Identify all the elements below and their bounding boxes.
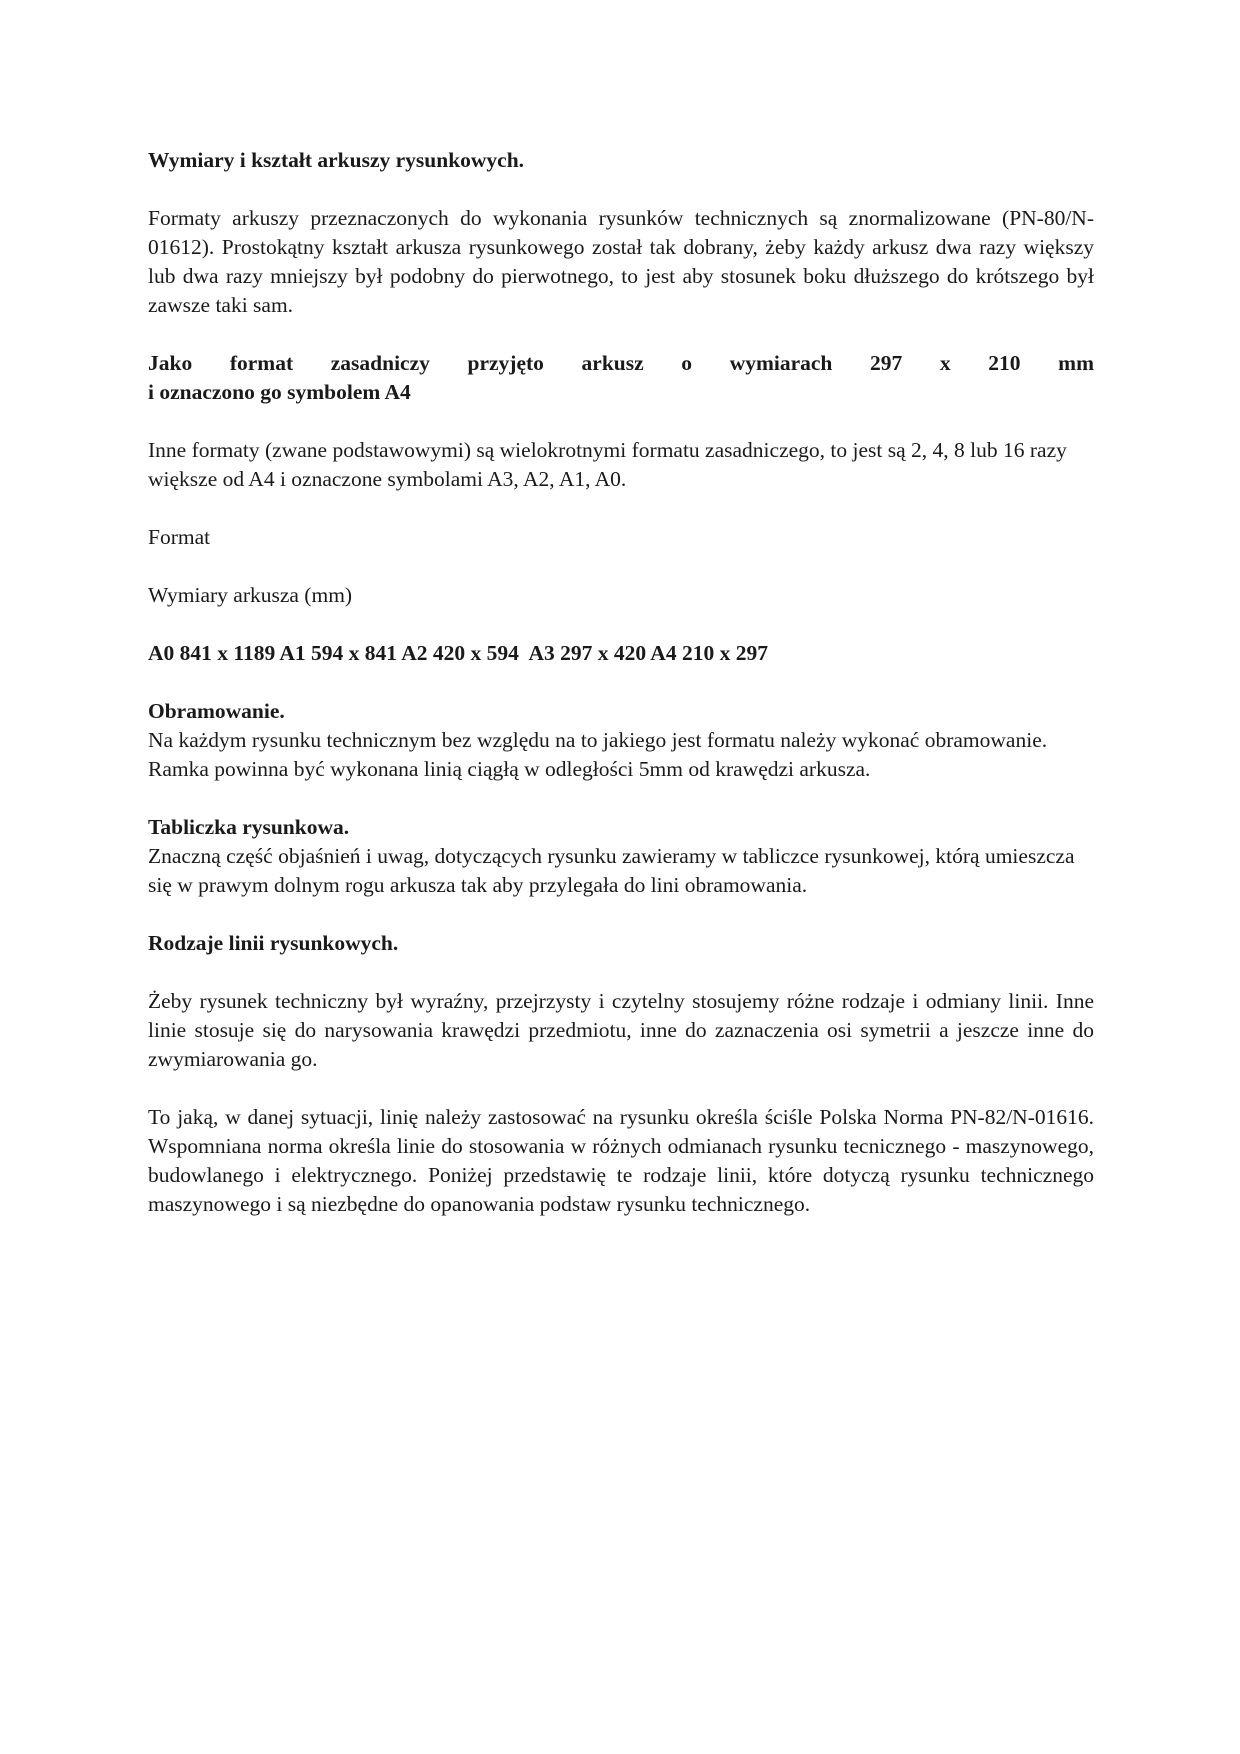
border-heading: Obramowanie. <box>148 699 285 723</box>
other-formats-paragraph: Inne formaty (zwane podstawowymi) są wielokrotnymi formatu zasadniczego, to jest są 2, 4, 8 lub 16 razy większe od A4 i oznaczone symbolami A3, A2, A1, A0. <box>148 438 1067 491</box>
table-header-format: Format <box>148 525 211 549</box>
base-format-line-2: i oznaczono go symbolem A4 <box>148 380 411 404</box>
lines-paragraph-2: To jaką, w danej sytuacji, linię należy zastosować na rysunku określa ściśle Polska Norma PN-82/N-01616. Wspomniana norma określa linie do stosowania w różnych odmianach rysunku tecnicznego - maszynowego, budowlanego i elektrycznego. Poniżej przedstawię te rodzaje linii, które dotyczą rysunku technicznego maszynowego i są niezbędne do opanowania podstaw rysunku technicznego. <box>148 1105 1094 1216</box>
title-block-paragraph: Znaczną część objaśnień i uwag, dotyczących rysunku zawieramy w tabliczce rysunkowej, którą umieszcza się w prawym dolnym rogu arkusza tak aby przylegała do lini obramowania. <box>148 844 1075 897</box>
base-format-line-1: Jako format zasadniczy przyjęto arkusz o wymiarach 297 x 210 mm <box>148 351 1094 375</box>
title-block-heading: Tabliczka rysunkowa. <box>148 815 350 839</box>
document-page <box>148 146 1094 1219</box>
border-paragraph: Na każdym rysunku technicznym bez względu na to jakiego jest formatu należy wykonać obramowanie. Ramka powinna być wykonana linią ciągłą w odległości 5mm od krawędzi arkusza. <box>148 728 1048 781</box>
table-header-dimensions: Wymiary arkusza (mm) <box>148 583 353 607</box>
lines-paragraph-1: Żeby rysunek techniczny był wyraźny, przejrzysty i czytelny stosujemy różne rodzaje i odmiany linii. Inne linie stosuje się do narysowania krawędzi przedmiotu, inne do zaznaczenia osi symetrii a jeszcze inne do zwymiarowania go. <box>148 989 1094 1071</box>
document-title: Wymiary i kształt arkuszy rysunkowych. <box>148 148 525 172</box>
formats-list: A0 841 x 1189 A1 594 x 841 A2 420 x 594 A3 297 x 420 A4 210 x 297 <box>148 641 768 665</box>
lines-heading: Rodzaje linii rysunkowych. <box>148 931 399 955</box>
intro-paragraph: Formaty arkuszy przeznaczonych do wykonania rysunków technicznych są znormalizowane (PN-80/N-01612). Prostokątny kształt arkusza rysunkowego został tak dobrany, żeby każdy arkusz dwa razy większy lub dwa razy mniejszy był podobny do pierwotnego, to jest aby stosunek boku dłuższego do krótszego był zawsze taki sam. <box>148 206 1094 317</box>
